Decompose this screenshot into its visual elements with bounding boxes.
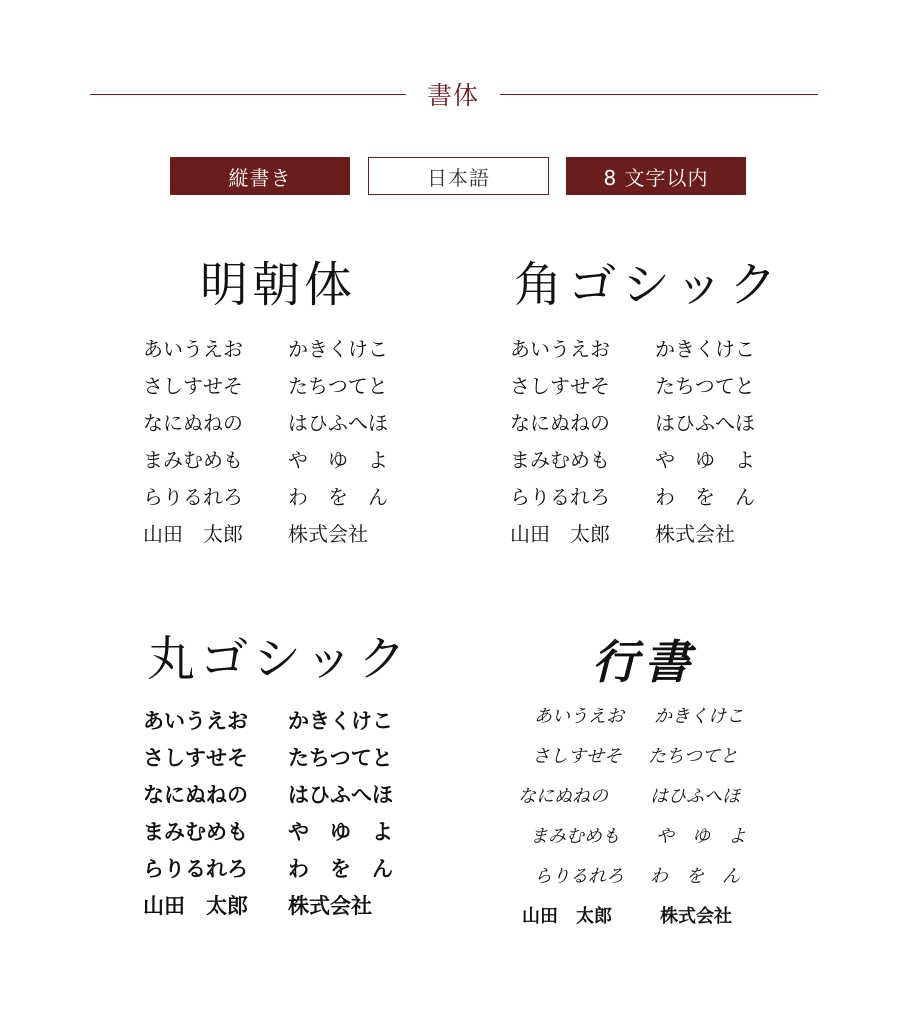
sample-text: 山田 太郎 bbox=[143, 894, 248, 918]
sample-text: さしすせそ bbox=[143, 746, 248, 770]
sample-text: らりるれろ bbox=[143, 857, 248, 881]
sample-text: や ゆ よ bbox=[655, 448, 755, 472]
sample-text: かきくけこ bbox=[654, 706, 744, 727]
sample-text: はひふへほ bbox=[650, 786, 740, 807]
sample-text: あいうえお bbox=[510, 337, 610, 361]
sample-text: や ゆ よ bbox=[288, 820, 393, 844]
sample-text: らりるれろ bbox=[510, 485, 610, 509]
sample-text: なにぬねの bbox=[143, 411, 243, 435]
sample-text: あいうえお bbox=[143, 337, 243, 361]
sample-text: たちつてと bbox=[288, 746, 393, 770]
sample-text: まみむめも bbox=[143, 820, 248, 844]
sample-text: たちつてと bbox=[655, 374, 755, 398]
font-name: 行書 bbox=[592, 635, 696, 689]
sample-text: わ を ん bbox=[288, 485, 388, 509]
sample-text: 山田 太郎 bbox=[510, 522, 610, 546]
sample-text: はひふへほ bbox=[288, 783, 393, 807]
sample-text: 山田 太郎 bbox=[143, 522, 243, 546]
sample-text: わ を ん bbox=[650, 866, 740, 887]
sample-text: 株式会社 bbox=[288, 894, 372, 918]
sample-text: まみむめも bbox=[530, 826, 620, 847]
sample-text: あいうえお bbox=[534, 706, 624, 727]
sample-text: かきくけこ bbox=[655, 337, 755, 361]
font-name: 角ゴシック bbox=[514, 257, 784, 313]
section-header bbox=[90, 72, 818, 118]
sample-text: たちつてと bbox=[648, 746, 738, 767]
sample-text: さしすせそ bbox=[532, 746, 622, 767]
sample-text: 株式会社 bbox=[655, 522, 735, 546]
sample-text: さしすせそ bbox=[143, 374, 243, 398]
sample-text: なにぬねの bbox=[143, 783, 248, 807]
vertical-writing-badge: 縦書き bbox=[170, 157, 350, 195]
header-rule-left bbox=[90, 94, 406, 95]
sample-text: なにぬねの bbox=[518, 786, 608, 807]
sample-text: さしすせそ bbox=[510, 374, 610, 398]
character-limit-badge: 8 文字以内 bbox=[566, 157, 746, 195]
sample-text: わ を ん bbox=[655, 485, 755, 509]
sample-text: なにぬねの bbox=[510, 411, 610, 435]
language-badge: 日本語 bbox=[368, 157, 549, 195]
sample-text: らりるれろ bbox=[534, 866, 624, 887]
sample-text: まみむめも bbox=[143, 448, 243, 472]
sample-text: かきくけこ bbox=[288, 337, 388, 361]
sample-text: わ を ん bbox=[288, 857, 393, 881]
sample-text: 山田 太郎 bbox=[522, 906, 612, 927]
section-title: 書体 bbox=[426, 81, 479, 110]
font-name: 丸ゴシック bbox=[147, 631, 412, 687]
sample-text: 株式会社 bbox=[660, 906, 732, 927]
sample-text: 株式会社 bbox=[288, 522, 368, 546]
sample-text: あいうえお bbox=[143, 709, 248, 733]
sample-text: まみむめも bbox=[510, 448, 610, 472]
sample-text: たちつてと bbox=[288, 374, 388, 398]
sample-text: や ゆ よ bbox=[656, 826, 746, 847]
sample-text: はひふへほ bbox=[288, 411, 388, 435]
sample-text: らりるれろ bbox=[143, 485, 243, 509]
font-name: 明朝体 bbox=[200, 257, 357, 313]
sample-text: はひふへほ bbox=[655, 411, 755, 435]
sample-text: や ゆ よ bbox=[288, 448, 388, 472]
sample-text: かきくけこ bbox=[288, 709, 393, 733]
header-rule-right bbox=[500, 94, 818, 95]
